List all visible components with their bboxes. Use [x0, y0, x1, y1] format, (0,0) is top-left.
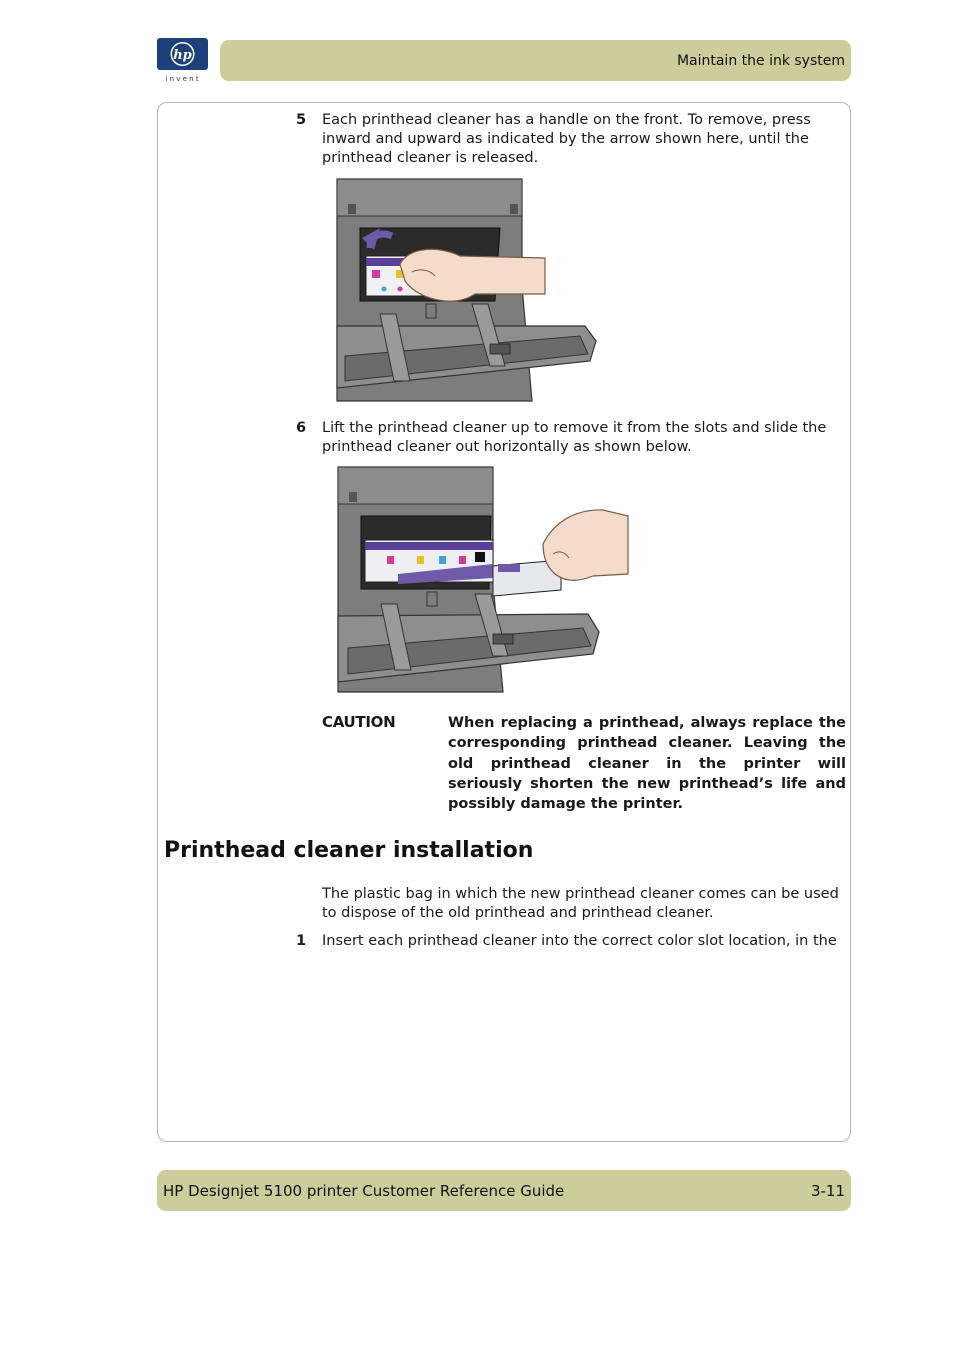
header-bar: [220, 40, 851, 81]
step-5: [296, 111, 841, 171]
caution-label: CAUTION: [322, 713, 396, 731]
footer-bar: [157, 1170, 851, 1211]
hp-logo: [156, 38, 210, 84]
step-number: 6: [296, 420, 307, 436]
logo-text: hp: [173, 48, 192, 63]
logo-tagline: i n v e n t: [165, 75, 199, 83]
step-text: Lift the printhead cleaner up to remove it from the slots and slide the printhead cleaner out horizontally as shown below.: [322, 420, 827, 455]
step-1: [296, 932, 841, 952]
section-intro: The plastic bag in which the new printhead cleaner comes can be used to dispose of the old printhead and printhead cleaner.: [322, 886, 839, 921]
caution-text: When replacing a printhead, always replace the corresponding printhead cleaner. Leaving the old printhead cleaner in the printer will seriously shorten the new printhead’s life and possibly damage the printer.: [448, 715, 846, 813]
page-number: 3-11: [810, 1182, 845, 1200]
section-title: Printhead cleaner installation: [164, 838, 534, 863]
footer-title: HP Designjet 5100 printer Customer Reference Guide: [163, 1182, 565, 1200]
figure-slide-cleaner-out: [303, 464, 653, 702]
header-section-title: Maintain the ink system: [676, 53, 845, 69]
step-text: Insert each printhead cleaner into the correct color slot location, in the: [322, 933, 837, 949]
figure-remove-cleaner: [300, 176, 626, 408]
step-text: Each printhead cleaner has a handle on the front. To remove, press inward and upward as indicated by the arrow shown here, until the printhead cleaner is released.: [322, 112, 811, 166]
step-number: 1: [296, 933, 307, 949]
step-number: 5: [296, 112, 307, 128]
step-6: [296, 419, 841, 459]
